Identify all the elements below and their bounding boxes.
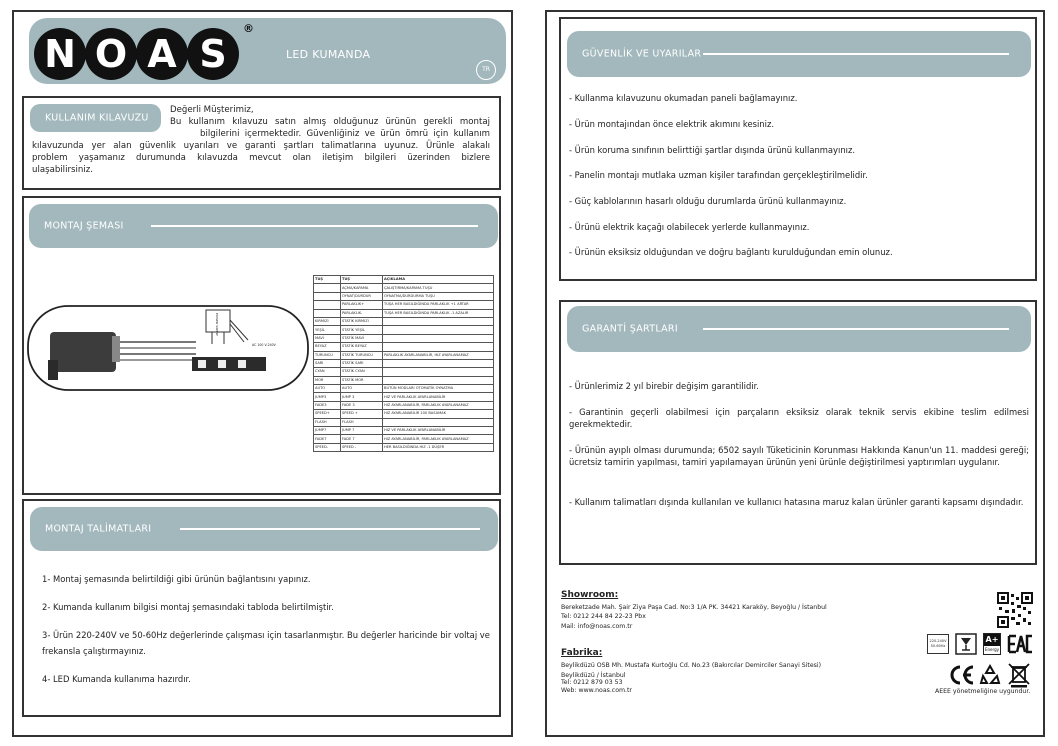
key-table-cell: BEYAZ <box>314 343 341 351</box>
qr-code-icon <box>997 592 1033 628</box>
key-table-row <box>314 359 494 367</box>
key-table-cell <box>314 284 341 292</box>
key-table-row <box>314 343 494 351</box>
registered-mark: ® <box>243 22 254 35</box>
key-table-cell: HIZ VE PARLAKLIK AYARLANABİLİR <box>383 393 494 401</box>
key-table-cell: TURUNCU <box>314 351 341 359</box>
warnings-heading-pill <box>567 31 1031 77</box>
key-table-cell: HIZ VE PARLAKLIK AYARLANABİLİR <box>383 427 494 435</box>
key-table-cell <box>383 376 494 384</box>
key-table-cell: FADE 3 <box>341 401 383 409</box>
key-table-cell: BÜTÜN MODLARI OTOMATİK OYNATMA <box>383 385 494 393</box>
key-table-cell: STATİK CYAN <box>341 368 383 376</box>
instruction-item: frekansla çalıştırmayınız. <box>42 646 146 656</box>
key-table-row <box>314 368 494 376</box>
showroom-address: Bereketzade Mah. Şair Ziya Paşa Cad. No:3 1/A PK. 34421 Karaköy, Beyoğlu / İstanbul <box>561 604 827 611</box>
key-table-cell: JUMP7 <box>314 427 341 435</box>
language-badge: TR <box>476 60 496 80</box>
key-table-row <box>314 376 494 384</box>
key-table-cell <box>314 292 341 300</box>
voltage-badge: 220-240V 50-60Hz <box>927 634 949 654</box>
manual-greeting: Değerli Müşterimiz, <box>170 105 254 115</box>
instruction-item: 3- Ürün 220-240V ve 50-60Hz değerlerinde çalışması için tasarlanmıştır. Bu değerler haricinde bir voltaj ve <box>42 630 490 640</box>
warnings-heading: GÜVENLİK VE UYARILAR <box>582 48 702 60</box>
guarantee-item: - Kullanım talimatları dışında kullanılan ve kullanıcı hatasına maruz kalan ürünler garanti kapsamı dışındadır. <box>569 497 1024 507</box>
key-table-row <box>314 418 494 426</box>
power-supply-label: POWER SUPPLY <box>215 313 219 336</box>
voltage-label: AC 100 V-240V <box>252 343 276 347</box>
manual-heading-pill <box>30 104 161 132</box>
noas-logo <box>32 26 247 82</box>
schema-section <box>22 196 501 495</box>
key-table-cell: JUMP 7 <box>341 427 383 435</box>
instructions-heading-pill <box>30 507 498 551</box>
heading-rule <box>703 328 1009 330</box>
factory-heading: Fabrika: <box>561 648 603 658</box>
page-title: LED KUMANDA <box>286 48 371 61</box>
key-table-cell: TUŞ <box>341 276 383 284</box>
warning-item: - Ürün koruma sınıfının belirttiği şartlar dışında ürünü kullanmayınız. <box>569 145 856 155</box>
key-table-cell <box>383 359 494 367</box>
key-table-row <box>314 427 494 435</box>
key-table-row <box>314 309 494 317</box>
key-table-row <box>314 317 494 325</box>
instruction-item: 1- Montaj şemasında belirtildiği gibi ürünün bağlantısını yapınız. <box>42 574 311 584</box>
key-table-cell: SPEED+ <box>314 410 341 418</box>
eac-mark-icon <box>1007 634 1033 654</box>
key-table-cell: MAVİ <box>314 334 341 342</box>
right-page <box>545 10 1045 737</box>
svg-text:A: A <box>147 32 177 76</box>
key-table-cell: PARLAKLIK+ <box>341 301 383 309</box>
heading-rule <box>151 225 478 227</box>
guarantee-section <box>559 300 1037 565</box>
energy-label-icon <box>983 633 1001 655</box>
showroom-heading: Showroom: <box>561 590 619 600</box>
key-table-row <box>314 385 494 393</box>
key-table-row <box>314 443 494 451</box>
manual-line: problem yaşamanız durumunda kılavuzda mevcut olan iletişim bilgileri üzerinden bizlere <box>32 153 490 163</box>
key-table-cell: YEŞİL <box>314 326 341 334</box>
key-table-cell <box>383 343 494 351</box>
key-table-cell <box>383 418 494 426</box>
instructions-heading: MONTAJ TALİMATLARI <box>45 523 152 535</box>
key-table-cell: CYAN <box>314 368 341 376</box>
key-table-cell: SARI <box>314 359 341 367</box>
key-table-cell: JUMP3 <box>314 393 341 401</box>
key-table-cell: TUŞ <box>314 276 341 284</box>
wiring-diagram <box>26 302 312 394</box>
factory-city: Beylikdüzü / İstanbul <box>561 672 626 679</box>
key-table-cell: PARLAKLIK- <box>341 309 383 317</box>
warning-item: - Ürün montajından önce elektrik akımını kesiniz. <box>569 119 774 129</box>
heading-rule <box>180 528 480 530</box>
key-table-cell: STATİK KIRMIZI <box>341 317 383 325</box>
manual-line: kılavuzunda yer alan güvenlik uyarıları ve garanti şartları talimatlarına uyunuz. Ürünle alakalı <box>32 141 490 151</box>
key-table-row <box>314 401 494 409</box>
key-table-cell: FLASH <box>341 418 383 426</box>
instruction-item: 4- LED Kumanda kullanıma hazırdır. <box>42 674 191 684</box>
key-table-cell: STATİK TURUNCU <box>341 351 383 359</box>
guarantee-item: - Garantinin geçerli olabilmesi için parçaların eksiksiz olarak teknik servis ekibine teslim edilmesi gerekmektedir. <box>569 407 1029 429</box>
key-table-cell: KIRMIZI <box>314 317 341 325</box>
key-table-row <box>314 334 494 342</box>
key-table-cell: TUŞA HER BASILDIĞINDA PARLAKLIK -1 AZALIR <box>383 309 494 317</box>
left-page <box>12 10 513 737</box>
key-table-cell: SPEED- <box>314 443 341 451</box>
key-table-cell: HER BASILDIĞINDA HIZ -1 DÜŞER <box>383 443 494 451</box>
key-table-cell: HIZ AYARLANABİLİR, PARLAKLIK AYARLANAMAZ <box>383 435 494 443</box>
key-table-cell: AUTO <box>314 385 341 393</box>
key-table-cell: FADE 7 <box>341 435 383 443</box>
guarantee-heading-pill <box>567 306 1031 352</box>
key-table-cell: PARLAKLIK AYARLANABİLİR, HIZ AYARLANAMAZ <box>383 351 494 359</box>
key-table-cell: SPEED + <box>341 410 383 418</box>
svg-text:S: S <box>199 32 227 76</box>
key-table-cell: HIZ AYARLANABİLİR, PARLAKLIK AYARLANAMAZ <box>383 401 494 409</box>
guarantee-item: - Ürünlerimiz 2 yıl birebir değişim garantilidir. <box>569 381 759 391</box>
guarantee-heading: GARANTİ ŞARTLARI <box>582 323 678 335</box>
schema-heading: MONTAJ ŞEMASI <box>44 220 124 232</box>
key-table <box>313 275 494 452</box>
instructions-section <box>22 499 501 717</box>
key-table-row <box>314 435 494 443</box>
key-table-cell: STATİK MOR <box>341 376 383 384</box>
aeee-compliance: AEEE yönetmeliğine uygundur. <box>935 688 1031 695</box>
guarantee-item: - Ürünün ayıplı olması durumunda; 6502 sayılı Tüketicinin Korunması Hakkında Kanun'un 11. maddesi gereği; ücretsiz tamirin yapılması, tamiri yapılamayan ürünün yeni ürünle değiştirilmesi yaptırımları uygulanır. <box>569 445 1029 467</box>
key-table-cell: STATİK YEŞİL <box>341 326 383 334</box>
showroom-phone: Tel: 0212 244 84 22-23 Pbx <box>561 613 646 620</box>
manual-heading: KULLANIM KILAVUZU <box>45 112 149 124</box>
schema-heading-pill <box>29 204 498 248</box>
energy-label-text: Energy <box>984 647 999 652</box>
manual-line: bilgilerini içermektedir. Güvenliğiniz ve ürün ömrü için kullanım <box>200 129 490 139</box>
key-table-cell: FADE3 <box>314 401 341 409</box>
key-table-row <box>314 301 494 309</box>
key-table-cell: ÇALIŞTIRMA/KAPAMA TUŞU <box>383 284 494 292</box>
manual-section <box>22 96 501 190</box>
key-table-cell <box>383 334 494 342</box>
key-table-cell <box>383 368 494 376</box>
warning-item: - Güç kablolarının hasarlı olduğu durumlarda ürünü kullanmayınız. <box>569 196 847 206</box>
key-table-cell <box>314 309 341 317</box>
key-table-row <box>314 326 494 334</box>
key-table-cell: STATİK SARI <box>341 359 383 367</box>
ce-mark-icon <box>949 664 975 686</box>
manual-line: Bu kullanım kılavuzu satın almış olduğunuz ürünün gerekli montaj <box>170 117 490 127</box>
key-table-header <box>314 276 494 284</box>
showroom-mail: Mail: info@noas.com.tr <box>561 623 633 630</box>
svg-text:N: N <box>44 32 76 76</box>
key-table-cell: MOR <box>314 376 341 384</box>
key-table-cell: OYNAT/DURDUR <box>341 292 383 300</box>
key-table-cell: FADE7 <box>314 435 341 443</box>
key-table-cell <box>383 317 494 325</box>
key-table-cell <box>383 326 494 334</box>
key-table-cell: AUTO <box>341 385 383 393</box>
key-table-cell: STATİK MAVİ <box>341 334 383 342</box>
key-table-row <box>314 351 494 359</box>
heading-rule <box>703 53 1009 55</box>
key-table-cell: HIZ AYARLANABİLİR 100 BASAMAK <box>383 410 494 418</box>
warnings-section <box>559 17 1037 281</box>
key-table-cell: AÇIKLAMA <box>383 276 494 284</box>
factory-address: Beylikdüzü OSB Mh. Mustafa Kurtoğlu Cd. No.23 (Bakırcılar Demirciler Sanayi Sitesi) <box>561 662 822 669</box>
warning-item: - Ürünü elektrik kaçağı olabilecek yerlerde kullanmayınız. <box>569 222 810 232</box>
key-table-cell: FLASH <box>314 418 341 426</box>
factory-phone: Tel: 0212 879 03 53 <box>561 679 623 686</box>
key-table-cell: JUMP 3 <box>341 393 383 401</box>
key-table-cell: AÇMA/KAPAMA <box>341 284 383 292</box>
key-table-row <box>314 393 494 401</box>
key-table-cell <box>314 301 341 309</box>
svg-text:O: O <box>94 32 128 76</box>
key-table-cell: SPEED - <box>341 443 383 451</box>
key-table-cell: TUŞA HER BASILDIĞINDA PARLAKLIK +1 ARTAR <box>383 301 494 309</box>
manual-line: ulaşabilirsiniz. <box>32 165 93 175</box>
key-table-row <box>314 284 494 292</box>
key-table-row <box>314 410 494 418</box>
warning-item: - Panelin montajı mutlaka uzman kişiler tarafından gerçekleştirilmelidir. <box>569 170 868 180</box>
energy-class: A+ <box>985 635 999 644</box>
warning-item: - Kullanma kılavuzunu okumadan paneli bağlamayınız. <box>569 93 798 103</box>
recycle-icon <box>979 664 1001 686</box>
key-table-row <box>314 292 494 300</box>
key-table-cell: STATİK BEYAZ <box>341 343 383 351</box>
instruction-item: 2- Kumanda kullanım bilgisi montaj şemasındaki tabloda belirtilmiştir. <box>42 602 334 612</box>
factory-web: Web: www.noas.com.tr <box>561 687 632 694</box>
weee-bin-icon <box>1007 662 1031 688</box>
key-table-cell: OYNATMA/DURDURMA TUŞU <box>383 292 494 300</box>
glass-fork-icon <box>955 633 977 655</box>
warning-item: - Ürünün eksiksiz olduğundan ve doğru bağlantı kurulduğundan emin olunuz. <box>569 247 893 257</box>
